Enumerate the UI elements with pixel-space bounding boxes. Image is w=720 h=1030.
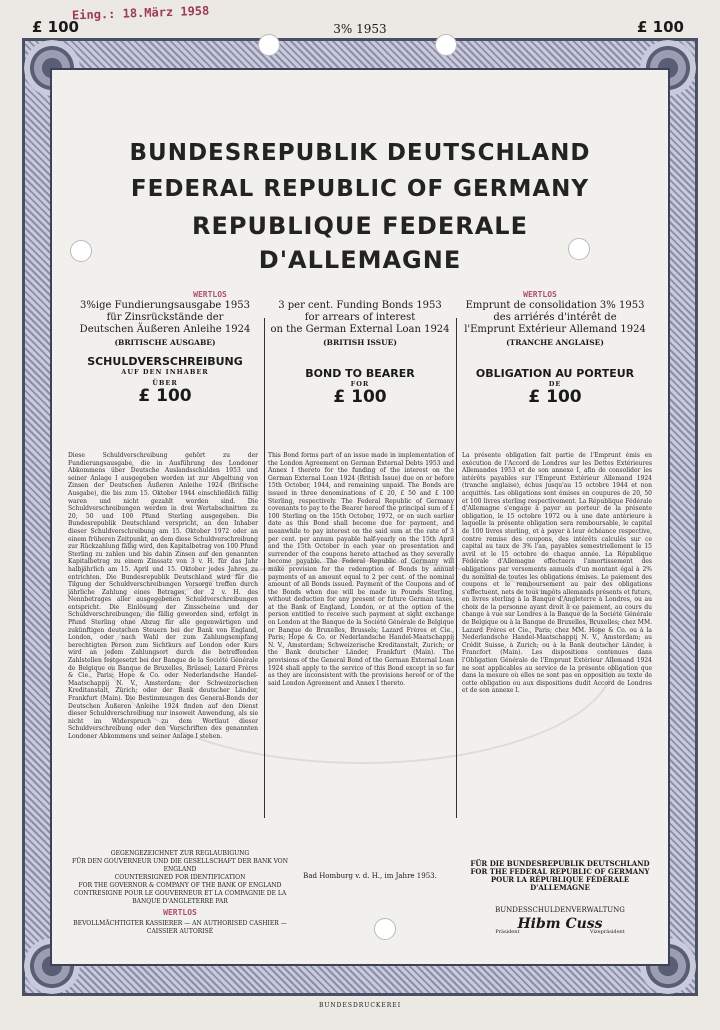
title-french-1: REPUBLIQUE FEDERALE (192, 212, 528, 240)
countersign-line: GEGENGEZEICHNET ZUR REGLAUBIGUNG (110, 850, 250, 857)
bond-subtitle: AUF DEN INHABER (121, 368, 209, 376)
issue-title-line: Deutschen Äußeren Anleihe 1924 (79, 324, 251, 335)
role-president: Präsident (495, 929, 520, 935)
issue-tag: (TRANCHE ANGLAISE) (506, 338, 604, 347)
countersign-line: CONTRESIGNE POUR LE GOUVERNEUR ET LA COMPAGNIE DE LA BANQUE D'ANGLETERRE PAR (73, 890, 287, 905)
cashier-line: BEVOLLMÄCHTIGTER KASSIERER — AN AUTHORISED CASHIER — CAISSIER AUTORISÉ (73, 920, 287, 935)
bond-type: OBLIGATION AU PORTEUR (475, 367, 635, 380)
terms-text-french: La présente obligation fait partie de l'Emprunt émis en exécution de l'Accord de Londres sur les Dettes Extérieures Allemandes 1953 et de son annexe I, afin de consolider les intérêts payables sur l'Emprunt Extérieur Allemand 1924 (tranche anglaise), échus jusqu'au 15 octobre 1944 et non acquittés. Les obligations sont émises en coupures de 20, 50 et 100 livres sterling respectivement. La République Fédérale d'Allemagne s'engage à payer au porteur de la présente obligation, le 15 octobre 1972 ou à une date antérieure à laquelle la présente obligation sera remboursable, le capital de 100 livres sterling, et à payer à leur échéance respective, contre remise des coupons, des intérêts calculés sur ce capital au taux de 3% l'an, payables semestriellement le 15 avril et le 15 octobre de chaque année. La République Fédérale d'Allemagne effectuera l'amortissement des obligations par versements annuels d'un montant égal à 2% du nominal de toutes les obligations émises. Le paiement des coupons et le remboursement au pair des obligations s'effectuent, nets de tous impôts allemands présents et futurs, en livres sterling à la Banque d'Angleterre à Londres, ou au choix de la personne ayant droit à ce paiement, au cours du change à vue sur Londres à la Banque de la Société Générale de Belgique ou à la Banque de Bruxelles, Bruxelles; chez MM. Lazard Frères et Cie., Paris; chez MM. Hope & Co. ou à la Nederlandsche Handel-Maatschappij N. V., Amsterdam; au Crédit Suisse, à Zurich; ou à la Bank deutscher Länder, à Francfort (Main). Les dispositions contenues dans l'Obligation Générale de l'Emprunt Extérieur Allemand 1924 ne sont applicables au service de la présente obligation que dans la mesure où elles ne sont pas en opposition au texte de cette obligation ou aux dispositions dudit Accord de Londres et de son annexe I. (462, 452, 652, 695)
column-divider (456, 318, 457, 818)
role-vice-president: Vizepräsident (589, 929, 625, 935)
wertlos-stamp: WERTLOS (523, 290, 557, 299)
issuer-line: POUR LA RÉPUBLIQUE FÉDÉRALE D'ALLEMAGNE (490, 875, 630, 892)
issue-tag: (BRITISH ISSUE) (323, 338, 397, 347)
issue-title-line: on the German External Loan 1924 (270, 324, 450, 335)
wertlos-stamp: WERTLOS (193, 290, 227, 299)
issue-title-line: l'Emprunt Extérieur Allemand 1924 (464, 324, 646, 335)
bond-subtitle: ÜBER (152, 379, 178, 387)
issue-title-line: 3 per cent. Funding Bonds 1953 (278, 300, 442, 311)
amount-top-left: £ 100 (32, 18, 79, 36)
bond-amount: £ 100 (528, 387, 582, 407)
title-german: BUNDESREPUBLIK DEUTSCHLAND (129, 140, 591, 166)
punch-hole (374, 918, 396, 940)
issue-title-line: for arrears of interest (304, 312, 416, 323)
signature: Hibm Cuss (517, 916, 603, 932)
punch-hole (435, 34, 457, 56)
punch-hole (258, 34, 280, 56)
column-german (72, 300, 258, 406)
issue-tag: (BRITISCHE AUSGABE) (114, 338, 216, 347)
title-english: FEDERAL REPUBLIC OF GERMANY (130, 176, 590, 202)
authority-name: BUNDESSCHULDENVERWALTUNG (495, 906, 625, 914)
wertlos-stamp: WERTLOS (163, 908, 197, 917)
countersign-line: FOR THE GOVERNOR & COMPANY OF THE BANK OF ENGLAND (78, 882, 282, 889)
issue-title-line: Emprunt de consolidation 3% 1953 (465, 300, 645, 311)
bond-type: BOND TO BEARER (305, 367, 415, 380)
received-stamp: Eing.: 18.März 1958 (71, 3, 210, 23)
column-french (462, 300, 648, 407)
column-divider (264, 318, 265, 818)
terms-text-english: This Bond forms part of an issue made in implementation of the London Agreement on German External Debts 1953 and Annex I thereto for the funding of the interest on the German External Loan 1924 (British Issue) due on or before 15th October, 1944, and remaining unpaid. The Bonds are issued in three denominations of £ 20, £ 50 and £ 100 Sterling, respectively. The Federal Republic of Germany covenants to pay to the Bearer hereof the principal sum of £ 100 Sterling on the 15th October, 1972, or on such earlier date as this Bond shall become due for payment, and meanwhile to pay interest on the said sum at the rate of 3 per cent. per annum payable half-yearly on the 15th April and the 15th October in each year on presentation and surrender of the coupons hereto attached as they severally become payable. The Federal Republic of Germany will make provision for the redemption of Bonds by annual payments of an amount equal to 2 per cent. of the nominal amount of all Bonds issued. Payment of the Coupons and of the Bonds when due will be made in Pounds Sterling, without deduction for any present or future German taxes, at the Bank of England, London, or at the option of the person entitled to receive such payment at sight exchange on London at the Banque de la Société Générale de Belgique or Banque de Bruxelles, Brussels; Lazard Frères et Cie., Paris; Hope & Co. or Nederlandsche Handel-Maatschappij N. V., Amsterdam; Schweizerische Kreditanstalt, Zurich; or the Bank deutscher Länder, Frankfurt (Main). The provisions of the General Bond of the German External Loan 1924 shall apply to the service of this Bond except in so far as they are inconsistent with the provisions hereof or of the said London Agreement and Annex I thereto. (268, 452, 454, 687)
issue-title-line: für Zinsrückstände der (106, 312, 224, 323)
printer-imprint: BUNDESDRUCKEREI (318, 1002, 402, 1009)
bond-subtitle: FOR (350, 380, 370, 388)
issuer-line: FOR THE FEDERAL REPUBLIC OF GERMANY (470, 867, 650, 876)
issue-title-line: 3%ige Fundierungsausgabe 1953 (80, 300, 250, 311)
issue-label: 3% 1953 (333, 22, 387, 36)
bond-type: SCHULDVERSCHREIBUNG (87, 355, 243, 368)
bond-subtitle: DE (548, 380, 562, 388)
place-date: Bad Homburg v. d. H., im Jahre 1953. (303, 872, 437, 880)
countersign-block (70, 850, 290, 936)
title-french-2: D'ALLEMAGNE (258, 246, 462, 274)
amount-top-right: £ 100 (637, 18, 684, 36)
column-english (267, 300, 453, 407)
bond-amount: £ 100 (333, 387, 387, 407)
bond-amount: £ 100 (138, 386, 192, 406)
issuer-block (460, 860, 660, 936)
issuer-line: FÜR DIE BUNDESREPUBLIK DEUTSCHLAND (470, 859, 650, 868)
countersign-line: FÜR DEN GOUVERNEUR UND DIE GESELLSCHAFT DER BANK VON ENGLAND (72, 858, 288, 873)
issue-title-line: des arriérés d'intérêt de (493, 312, 617, 323)
countersign-line: COUNTERSIGNED FOR IDENTIFICATION (114, 874, 246, 881)
terms-text-german: Diese Schuldverschreibung gehört zu der Fundierungsausgabe, die in Ausführung des Londoner Abkommens über Deutsche Auslandsschulden 1953 und seiner Anlage I ausgegeben worden ist zur Abgeltung von Zinsen der Deutschen Äußeren Anleihe 1924 (Britische Ausgabe), die bis zum 15. Oktober 1944 einschließlich fällig waren und nicht gezahlt worden sind. Die Schuldverschreibungen werden in drei Wertabschnitten zu 20, 50 und 100 Pfund Sterling ausgegeben. Die Bundesrepublik Deutschland verspricht, an den Inhaber dieser Schuldverschreibung am 15. Oktober 1972 oder an einem früheren Zeitpunkt, an dem diese Schuldverschreibung zur Rückzahlung fällig wird, den Kapitalbetrag von 100 Pfund Sterling zu zahlen und bis dahin Zinsen auf den genannten Kapitalbetrag zu einem Zinssatz von 3 v. H. für das Jahr halbjährlich am 15. April und 15. Oktober jedes Jahres zu entrichten. Die Bundesrepublik Deutschland wird für die Tilgung der Schuldverschreibungen Vorsorge treffen durch jährliche Zahlung eines Betrages, der 2 v. H. des Nennbetrages aller ausgegebenen Schuldverschreibungen entspricht. Die Einlösung der Zinsscheine und der Schuldverschreibungen, die fällig geworden sind, erfolgt in Pfund Sterling ohne Abzug für alle gegenwärtigen und zukünftigen deutschen Steuern bei der Bank von England, London, oder nach Wahl der zum Zahlungsempfang berechtigten Person zum Sichtkurs auf London oder Kurs wird an jedem Zahlungsort durch die betreffenden Zahlstellen festgesetzt bei der Banque de la Société Générale de Belgique ou Banque de Bruxelles, Brüssel; Lazard Frères & Cie., Paris; Hope & Co. oder Nederlandsche Handel-Maatschappij N. V., Amsterdam; der Schweizerischen Kreditanstalt, Zürich; oder der Bank deutscher Länder, Frankfurt (Main). Die Bestimmungen des General-Bonds der Deutschen Äußeren Anleihe 1924 finden auf den Dienst dieser Schuldverschreibung nur insoweit Anwendung, als sie nicht im Widerspruch zu dem Wortlaut dieser Schuldverschreibung oder den Vorschriften des genannten Londoner Abkommens und seiner Anlage I stehen. (68, 452, 258, 740)
